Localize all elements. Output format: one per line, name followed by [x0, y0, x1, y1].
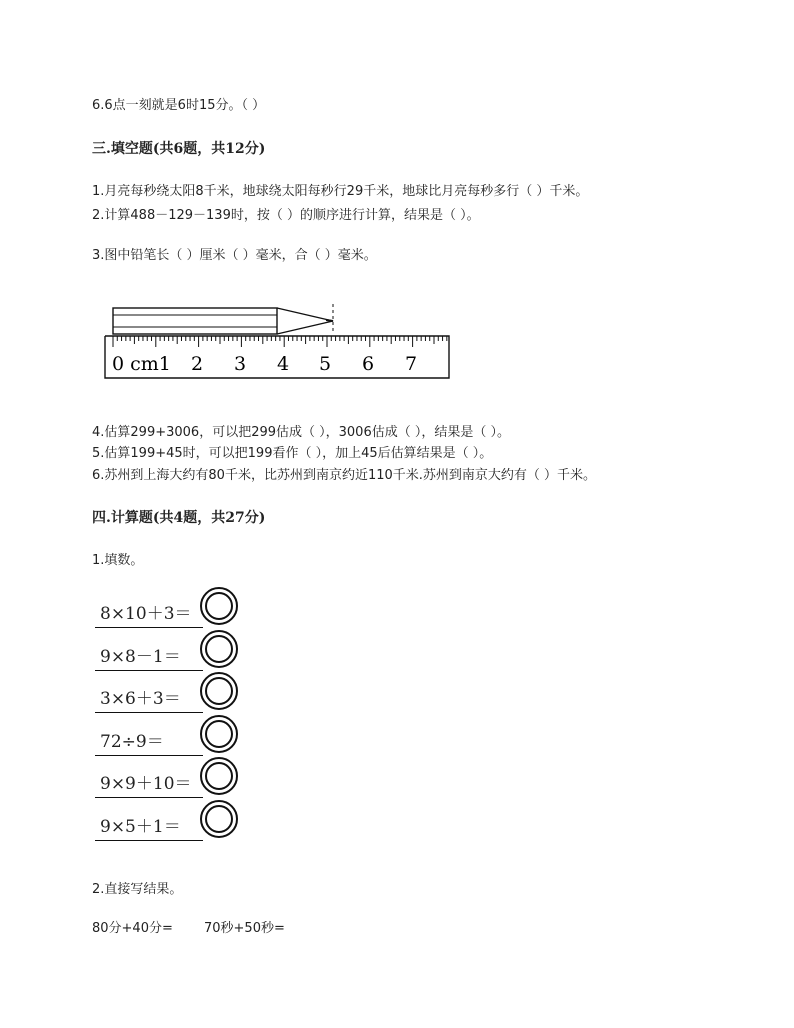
ruler-label-4: 4: [277, 353, 290, 375]
ruler-label-6: 6: [362, 353, 375, 375]
answer-circle[interactable]: [200, 630, 238, 668]
equation-text: 9×5＋1＝: [100, 817, 181, 837]
section-3-heading: 三.填空题(共6题，共12分): [92, 141, 266, 157]
section-4-heading: 四.计算题(共4题，共27分): [92, 510, 266, 526]
equation-row: [95, 629, 245, 673]
equation-underline: [95, 797, 203, 798]
fill-question-1: 1.月亮每秒绕太阳8千米，地球绕太阳每秒行29千米，地球比月亮每秒多行（ ）千米。: [92, 184, 589, 199]
ruler-label-0: 0 cm1: [112, 353, 171, 375]
equation-row: [95, 714, 245, 758]
fill-question-4: 4.估算299+3006，可以把299估成（ ），3006估成（ ），结果是（ ）。: [92, 425, 510, 440]
pencil-tip: [277, 308, 333, 334]
calc-question-1: 1.填数。: [92, 553, 144, 568]
pencil-body: [113, 308, 277, 334]
equation-text: 72÷9＝: [100, 732, 164, 752]
equation-underline: [95, 712, 203, 713]
fill-question-5: 5.估算199+45时，可以把199看作（ ），加上45后估算结果是（ ）。: [92, 446, 493, 461]
fill-question-3: 3.图中铅笔长（ ）厘米（ ）毫米，合（ ）毫米。: [92, 248, 377, 263]
equation-text: 3×6＋3＝: [100, 689, 181, 709]
answer-circle[interactable]: [200, 672, 238, 710]
equation-underline: [95, 627, 203, 628]
ruler-ticks: [113, 336, 447, 347]
equation-row: [95, 586, 245, 630]
fill-question-6: 6.苏州到上海大约有80千米，比苏州到南京约近110千米.苏州到南京大约有（ ）千米。: [92, 468, 597, 483]
ruler-label-7: 7: [405, 353, 418, 375]
pencil-ruler-figure: [100, 296, 460, 382]
ruler-label-5: 5: [319, 353, 332, 375]
direct-result-b: 70秒+50秒=: [204, 921, 285, 936]
equation-text: 9×9＋10＝: [100, 774, 192, 794]
direct-result-a: 80分+40分=: [92, 921, 173, 936]
fill-question-2: 2.计算488－129－139时，按（ ）的顺序进行计算，结果是（ ）。: [92, 208, 480, 223]
answer-circle[interactable]: [200, 800, 238, 838]
equation-row: [95, 671, 245, 715]
answer-circle[interactable]: [200, 587, 238, 625]
equation-text: 8×10＋3＝: [100, 604, 192, 624]
answer-circle[interactable]: [200, 757, 238, 795]
equation-row: [95, 756, 245, 800]
ruler-label-3: 3: [234, 353, 247, 375]
calc-question-2: 2.直接写结果。: [92, 882, 183, 897]
equation-text: 9×8－1＝: [100, 647, 181, 667]
answer-circle[interactable]: [200, 715, 238, 753]
equation-underline: [95, 840, 203, 841]
equation-row: [95, 799, 245, 843]
ruler-label-2: 2: [191, 353, 204, 375]
judge-question-6: 6.6点一刻就是6时15分。（ ）: [92, 98, 266, 113]
